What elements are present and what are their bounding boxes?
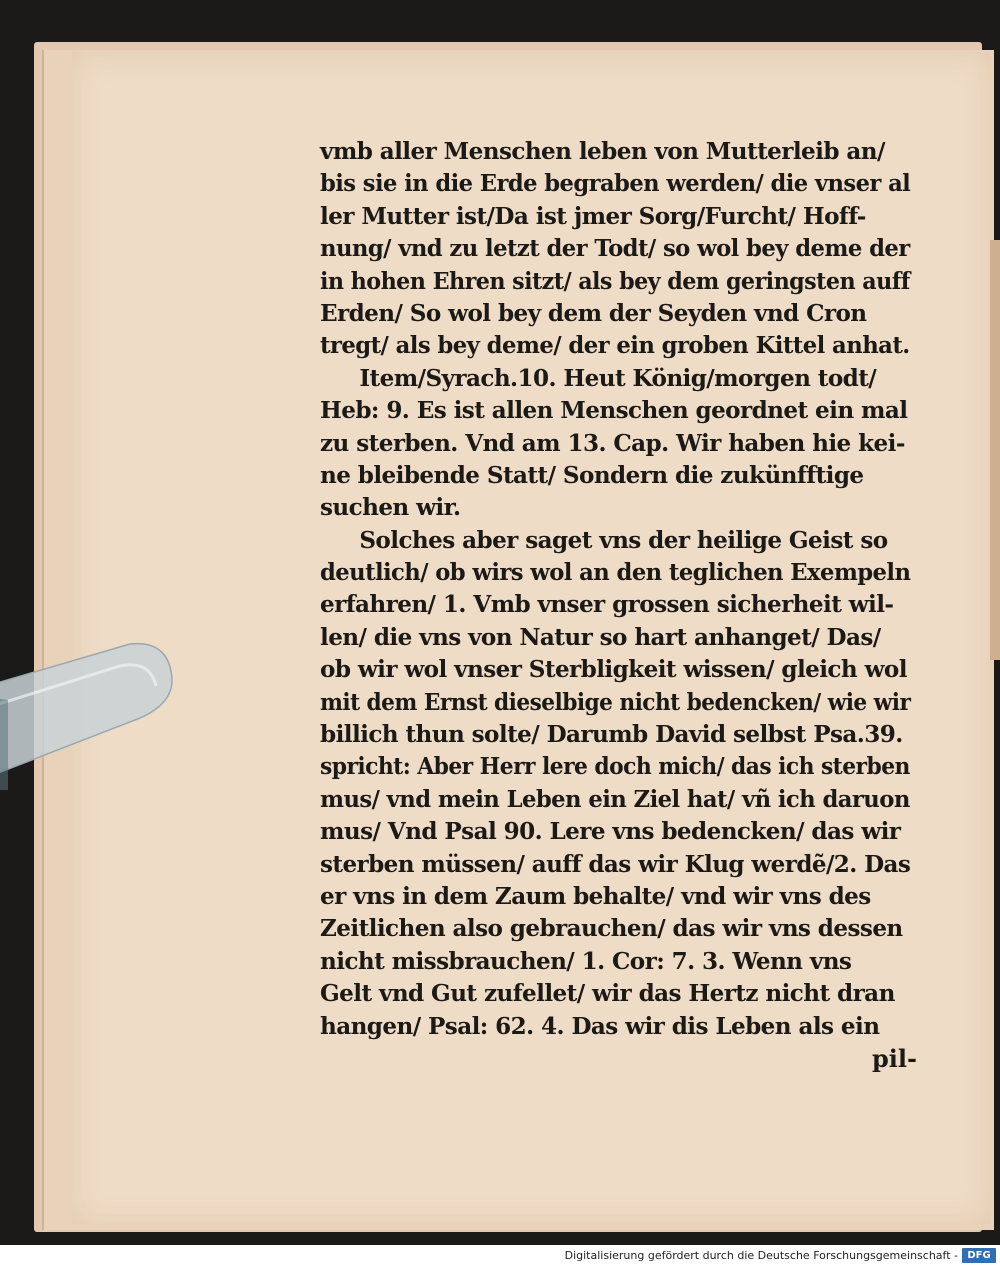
dfg-logo: DFG bbox=[962, 1248, 996, 1263]
text-line: tregt/ als bey deme/ der ein groben Kittel anhat. bbox=[320, 331, 910, 360]
text-line: Heb: 9. Es ist allen Menschen geordnet ein mal bbox=[320, 396, 908, 425]
text-line: Item/Syrach.10. Heut König/morgen todt/ bbox=[359, 363, 877, 392]
footer-credit: Digitalisierung gefördert durch die Deutsche Forschungsgemeinschaft - bbox=[564, 1249, 958, 1262]
text-line: spricht: Aber Herr lere doch mich/ das ich sterben bbox=[320, 752, 910, 781]
text-line: Erden/ So wol bey dem der Seyden vnd Cron bbox=[320, 298, 867, 327]
text-line: len/ die vns von Natur so hart anhanget/ Das/ bbox=[320, 622, 881, 651]
text-line: zu sterben. Vnd am 13. Cap. Wir haben hie kei- bbox=[320, 428, 905, 457]
catchword: pil- bbox=[872, 1044, 917, 1073]
bookmark-strip bbox=[0, 640, 180, 790]
text-line: hangen/ Psal: 62. 4. Das wir dis Leben als ein bbox=[320, 1011, 880, 1040]
text-line: ob wir wol vnser Sterbligkeit wissen/ gleich wol bbox=[320, 655, 907, 684]
text-line: erfahren/ 1. Vmb vnser grossen sicherheit wil- bbox=[320, 590, 894, 619]
text-line: Gelt vnd Gut zufellet/ wir das Hertz nicht dran bbox=[320, 979, 895, 1008]
text-line: ler Mutter ist/Da ist jmer Sorg/Furcht/ Hoff- bbox=[320, 201, 866, 230]
text-line: in hohen Ehren sitzt/ als bey dem geringsten auff bbox=[320, 266, 910, 295]
footer-bar bbox=[0, 1245, 1000, 1267]
text-line: mus/ vnd mein Leben ein Ziel hat/ vñ ich daruon bbox=[320, 784, 910, 813]
text-line: ne bleibende Statt/ Sondern die zukünfftige bbox=[320, 460, 864, 489]
text-line: er vns in dem Zaum behalte/ vnd wir vns des bbox=[320, 881, 871, 910]
text-line: mit dem Ernst dieselbige nicht bedencken/ wie wir bbox=[320, 687, 911, 716]
text-line: bis sie in die Erde begraben werden/ die vnser al bbox=[320, 169, 911, 198]
text-line: nung/ vnd zu letzt der Todt/ so wol bey deme der bbox=[320, 234, 910, 263]
page-text bbox=[320, 135, 920, 1042]
text-line: deutlich/ ob wirs wol an den teglichen Exempeln bbox=[320, 558, 911, 587]
text-line: Solches aber saget vns der heilige Geist so bbox=[359, 525, 888, 554]
text-line: billich thun solte/ Darumb David selbst Psa.39. bbox=[320, 720, 903, 749]
text-line: vmb aller Menschen leben von Mutterleib an/ bbox=[320, 137, 885, 165]
text-line: suchen wir. bbox=[320, 493, 461, 522]
text-line: mus/ Vnd Psal 90. Lere vns bedencken/ das wir bbox=[320, 817, 901, 846]
text-line: nicht missbrauchen/ 1. Cor: 7. 3. Wenn vns bbox=[320, 946, 852, 975]
text-line: Zeitlichen also gebrauchen/ das wir vns dessen bbox=[320, 914, 903, 943]
text-line: sterben müssen/ auff das wir Klug werdẽ/2. Das bbox=[320, 849, 911, 878]
